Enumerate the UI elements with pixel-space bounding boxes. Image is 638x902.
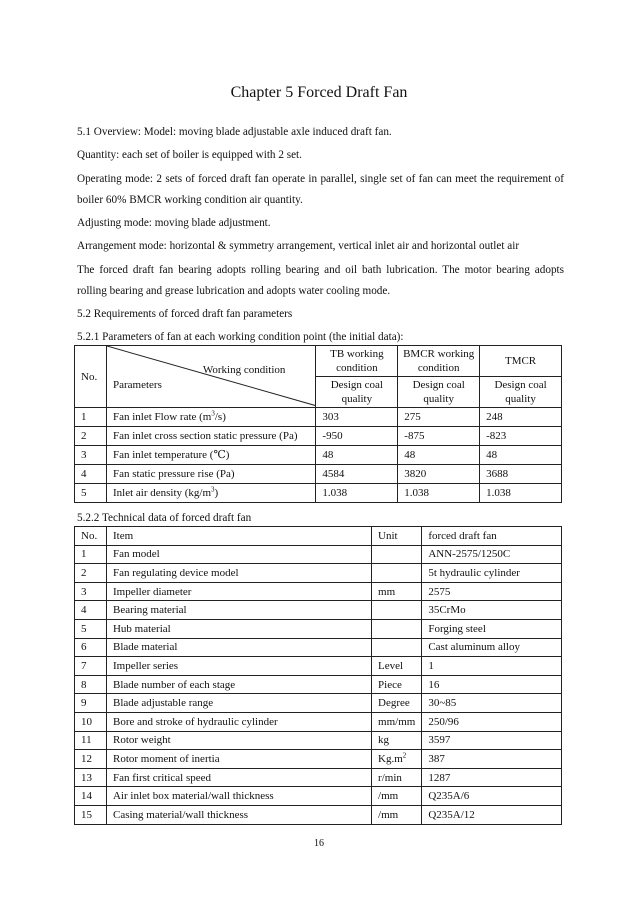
row-bmcr: 275: [398, 408, 480, 427]
row-value: 2575: [422, 582, 562, 601]
row-no: 14: [75, 787, 107, 806]
row-value: 35CrMo: [422, 601, 562, 620]
row-tb: 303: [316, 408, 398, 427]
unit-header: Unit: [372, 527, 422, 546]
row-bmcr: -875: [398, 427, 480, 446]
row-unit: [372, 564, 422, 583]
table-row: [75, 601, 562, 620]
row-value: 16: [422, 675, 562, 694]
table-row: [75, 657, 562, 676]
no-header: No.: [75, 527, 107, 546]
row-param: Fan inlet temperature (℃): [106, 446, 315, 465]
row-item: Rotor moment of inertia: [106, 750, 371, 769]
row-unit: Degree: [372, 694, 422, 713]
row-no: 3: [75, 582, 107, 601]
table-row: [75, 619, 562, 638]
working-condition-table: [74, 345, 562, 503]
row-item: Blade number of each stage: [106, 675, 371, 694]
table-row: [75, 545, 562, 564]
adjusting-mode-paragraph: Adjusting mode: moving blade adjustment.: [77, 217, 271, 229]
item-header: Item: [106, 527, 371, 546]
row-item: Air inlet box material/wall thickness: [106, 787, 371, 806]
working-condition-label: Working condition: [202, 364, 286, 376]
row-item: Blade material: [106, 638, 371, 657]
row-value: 3597: [422, 731, 562, 750]
page-title: Chapter 5 Forced Draft Fan: [230, 84, 408, 101]
overview-paragraph: 5.1 Overview: Model: moving blade adjustable axle induced draft fan.: [77, 126, 392, 138]
bmcr-header: BMCR working condition: [398, 346, 480, 377]
row-tb: -950: [316, 427, 398, 446]
row-no: 4: [75, 601, 107, 620]
row-value: 1: [422, 657, 562, 676]
row-tb: 48: [316, 446, 398, 465]
tmcr-header: TMCR: [480, 346, 562, 377]
diagonal-header-cell: [106, 346, 315, 408]
row-item: Bore and stroke of hydraulic cylinder: [106, 712, 371, 731]
row-no: 1: [75, 408, 107, 427]
row-no: 5: [75, 484, 107, 503]
row-unit: /mm: [372, 805, 422, 824]
row-unit: $Kg.m^2$: [372, 750, 422, 769]
row-tmcr: 3688: [480, 465, 562, 484]
quantity-paragraph: Quantity: each set of boiler is equipped with 2 set.: [77, 149, 302, 161]
row-no: 6: [75, 638, 107, 657]
table-row: [75, 408, 562, 427]
row-value: 5t hydraulic cylinder: [422, 564, 562, 583]
row-unit: [372, 545, 422, 564]
row-value: Q235A/6: [422, 787, 562, 806]
row-value: 30~85: [422, 694, 562, 713]
row-unit: Piece: [372, 675, 422, 694]
row-item: Hub material: [106, 619, 371, 638]
row-tmcr: -823: [480, 427, 562, 446]
table-row: [75, 638, 562, 657]
tb-quality: Design coal quality: [316, 377, 398, 408]
row-value: 250/96: [422, 712, 562, 731]
row-no: 15: [75, 805, 107, 824]
row-no: 9: [75, 694, 107, 713]
row-unit: [372, 601, 422, 620]
section-heading: 5.2 Requirements of forced draft fan parameters: [77, 308, 293, 320]
row-no: 10: [75, 712, 107, 731]
row-tb: 1.038: [316, 484, 398, 503]
row-unit: kg: [372, 731, 422, 750]
row-value: 1287: [422, 768, 562, 787]
row-no: 1: [75, 545, 107, 564]
bearing-paragraph: The forced draft fan bearing adopts rolling bearing and oil bath lubrication. The motor bearing adopts rolling bearing and grease lubrication and adopts water cooling mode.: [77, 264, 564, 297]
row-unit: mm: [372, 582, 422, 601]
row-unit: [372, 638, 422, 657]
row-value: Forging steel: [422, 619, 562, 638]
row-item: Rotor weight: [106, 731, 371, 750]
bmcr-quality: Design coal quality: [398, 377, 480, 408]
row-no: 8: [75, 675, 107, 694]
tmcr-quality: Design coal quality: [480, 377, 562, 408]
row-unit: [372, 619, 422, 638]
row-no: 11: [75, 731, 107, 750]
row-item: Casing material/wall thickness: [106, 805, 371, 824]
operating-mode-paragraph: Operating mode: 2 sets of forced draft fan operate in parallel, single set of fan can meet the requirement of boiler 60% BMCR working condition air quantity.: [77, 173, 564, 206]
table-row: [75, 787, 562, 806]
row-unit: mm/mm: [372, 712, 422, 731]
row-no: 3: [75, 446, 107, 465]
row-item: Fan first critical speed: [106, 768, 371, 787]
row-no: 12: [75, 750, 107, 769]
value-header: forced draft fan: [422, 527, 562, 546]
row-param: Inlet air density $(kg/m^3)$: [106, 484, 315, 503]
row-bmcr: 1.038: [398, 484, 480, 503]
technical-data-table: [74, 526, 562, 825]
row-item: Bearing material: [106, 601, 371, 620]
table-row: [75, 484, 562, 503]
table-row: [75, 712, 562, 731]
row-value: Cast aluminum alloy: [422, 638, 562, 657]
table-row: [75, 731, 562, 750]
row-unit: r/min: [372, 768, 422, 787]
row-param: Fan static pressure rise (Pa): [106, 465, 315, 484]
tb-header: TB working condition: [316, 346, 398, 377]
row-value: ANN-2575/1250C: [422, 545, 562, 564]
table-row: [75, 768, 562, 787]
no-header: No.: [75, 346, 107, 408]
row-value: Q235A/12: [422, 805, 562, 824]
row-no: 5: [75, 619, 107, 638]
row-no: 4: [75, 465, 107, 484]
row-no: 7: [75, 657, 107, 676]
row-bmcr: 3820: [398, 465, 480, 484]
row-item: Fan model: [106, 545, 371, 564]
row-param: Fan inlet Flow rate $(m^3/s)$: [106, 408, 315, 427]
row-tmcr: 48: [480, 446, 562, 465]
table-row: [75, 805, 562, 824]
row-item: Impeller diameter: [106, 582, 371, 601]
row-bmcr: 48: [398, 446, 480, 465]
row-item: Impeller series: [106, 657, 371, 676]
row-no: 2: [75, 564, 107, 583]
row-item: Fan regulating device model: [106, 564, 371, 583]
row-unit: /mm: [372, 787, 422, 806]
row-tmcr: 248: [480, 408, 562, 427]
page-number: 16: [314, 838, 324, 849]
row-no: 2: [75, 427, 107, 446]
table-row: [75, 582, 562, 601]
row-item: Blade adjustable range: [106, 694, 371, 713]
row-unit: Level: [372, 657, 422, 676]
parameters-label: Parameters: [112, 379, 162, 391]
table-row: [75, 750, 562, 769]
table-row: [75, 564, 562, 583]
row-param: Fan inlet cross section static pressure (Pa): [106, 427, 315, 446]
row-tb: 4584: [316, 465, 398, 484]
table-header-row: [75, 527, 562, 546]
table2-caption: 5.2.2 Technical data of forced draft fan: [77, 512, 252, 524]
arrangement-paragraph: Arrangement mode: horizontal & symmetry arrangement, vertical inlet air and horizontal outlet air: [77, 240, 520, 252]
table-row: [75, 694, 562, 713]
table-row: [75, 465, 562, 484]
table-row: [75, 446, 562, 465]
row-no: 13: [75, 768, 107, 787]
table-row: [75, 427, 562, 446]
row-tmcr: 1.038: [480, 484, 562, 503]
row-value: 387: [422, 750, 562, 769]
table-row: [75, 675, 562, 694]
table1-caption: 5.2.1 Parameters of fan at each working condition point (the initial data):: [77, 331, 404, 343]
